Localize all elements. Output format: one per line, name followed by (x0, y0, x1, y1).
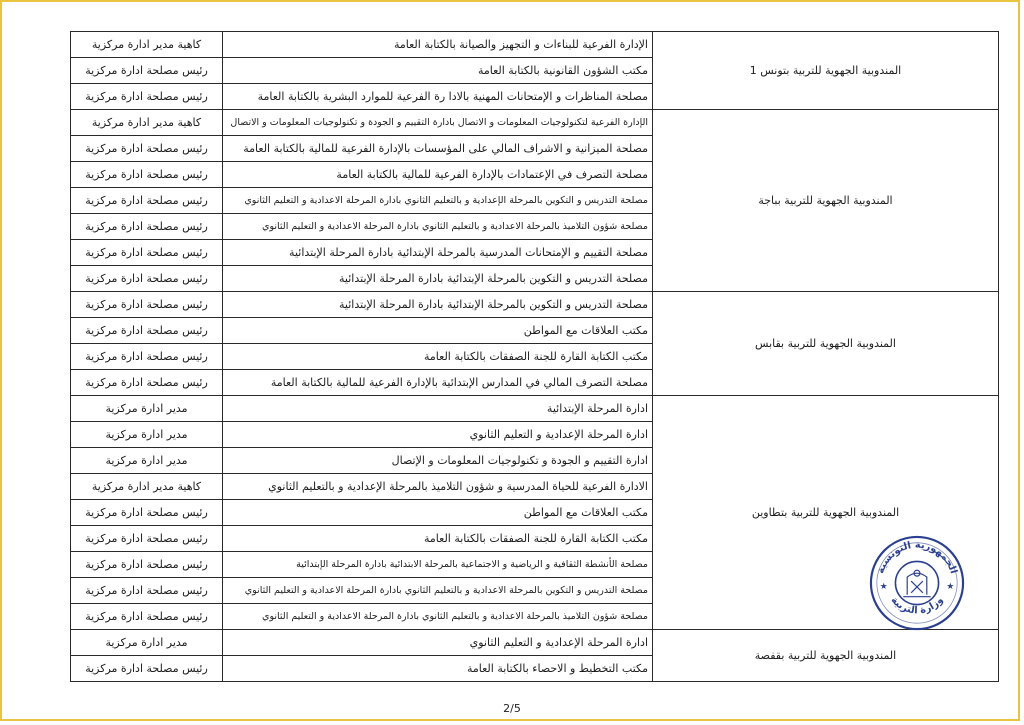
grade-cell: رئيس مصلحة ادارة مركزية (71, 58, 223, 84)
grade-cell: رئيس مصلحة ادارة مركزية (71, 344, 223, 370)
grade-cell: مدير ادارة مركزية (71, 630, 223, 656)
table-row (71, 110, 999, 136)
unit-cell: مصلحة المناظرات و الإمتحانات المهنية بالادا رة الفرعية للموارد البشرية بالكتابة العامة (223, 84, 653, 110)
grade-cell: كاهية مدير ادارة مركزية (71, 32, 223, 58)
unit-cell: مصلحة التدريس و التكوين بالمرحلة الإبتدائية بادارة المرحلة الإبتدائية (223, 292, 653, 318)
unit-cell: الإدارة الفرعية للبناءات و التجهيز والصيانة بالكتابة العامة (223, 32, 653, 58)
grade-cell: كاهية مدير ادارة مركزية (71, 474, 223, 500)
unit-cell: ادارة المرحلة الإعدادية و التعليم الثانوي (223, 422, 653, 448)
grade-cell: رئيس مصلحة ادارة مركزية (71, 552, 223, 578)
grade-cell: رئيس مصلحة ادارة مركزية (71, 240, 223, 266)
grade-cell: رئيس مصلحة ادارة مركزية (71, 266, 223, 292)
positions-table (70, 31, 999, 682)
unit-cell: مصلحة الميزانية و الاشراف المالي على المؤسسات بالإدارة الفرعية للمالية بالكتابة العامة (223, 136, 653, 162)
unit-cell: مصلحة شؤون التلاميذ بالمرحلة الاعدادية و بالتعليم الثانوي بادارة المرحلة الاعدادية و التعليم الثانوي (223, 214, 653, 240)
grade-cell: رئيس مصلحة ادارة مركزية (71, 656, 223, 682)
unit-cell: مكتب الشؤون القانونية بالكتابة العامة (223, 58, 653, 84)
grade-cell: رئيس مصلحة ادارة مركزية (71, 84, 223, 110)
grade-cell: رئيس مصلحة ادارة مركزية (71, 526, 223, 552)
grade-cell: رئيس مصلحة ادارة مركزية (71, 136, 223, 162)
grade-cell: رئيس مصلحة ادارة مركزية (71, 214, 223, 240)
unit-cell: مكتب العلاقات مع المواطن (223, 318, 653, 344)
unit-cell: ادارة المرحلة الإبتدائية (223, 396, 653, 422)
positions-table-body (71, 32, 999, 682)
unit-cell: مصلحة التصرف المالي في المدارس الإبتدائية بالإدارة الفرعية للمالية بالكتابة العامة (223, 370, 653, 396)
svg-text:★: ★ (946, 581, 955, 592)
grade-cell: كاهية مدير ادارة مركزية (71, 110, 223, 136)
grade-cell: رئيس مصلحة ادارة مركزية (71, 188, 223, 214)
region-cell: المندوبية الجهوية للتربية بتطاوين (653, 396, 999, 630)
table-row (71, 630, 999, 656)
unit-cell: ادارة المرحلة الإعدادية و التعليم الثانوي (223, 630, 653, 656)
grade-cell: رئيس مصلحة ادارة مركزية (71, 292, 223, 318)
unit-cell: مصلحة التدريس و التكوين بالمرحلة الاعدادية و بالتعليم الثانوي بادارة المرحلة الاعدادية و التعليم الثانوي (223, 578, 653, 604)
region-cell: المندوبية الجهوية للتربية بقفصة (653, 630, 999, 682)
unit-cell: ادارة التقييم و الجودة و تكنولوجيات المعلومات و الإتصال (223, 448, 653, 474)
grade-cell: مدير ادارة مركزية (71, 422, 223, 448)
unit-cell: مصلحة التصرف في الإعتمادات بالإدارة الفرعية للمالية بالكتابة العامة (223, 162, 653, 188)
region-cell: المندوبية الجهوية للتربية بتونس 1 (653, 32, 999, 110)
unit-cell: مصلحة التدريس و التكوين بالمرحلة الإبتدائية بادارة المرحلة الإبتدائية (223, 266, 653, 292)
grade-cell: رئيس مصلحة ادارة مركزية (71, 500, 223, 526)
unit-cell: مصلحة التقييم و الإمتحانات المدرسية بالمرحلة الإبتدائية بادارة المرحلة الإبتدائية (223, 240, 653, 266)
table-row (71, 396, 999, 422)
grade-cell: مدير ادارة مركزية (71, 396, 223, 422)
unit-cell: مكتب العلاقات مع المواطن (223, 500, 653, 526)
unit-cell: مصلحة شؤون التلاميذ بالمرحلة الاعدادية و بالتعليم الثانوي بادارة المرحلة الاعدادية و التعليم الثانوي (223, 604, 653, 630)
page-number: 2/5 (503, 702, 521, 715)
grade-cell: رئيس مصلحة ادارة مركزية (71, 604, 223, 630)
grade-cell: رئيس مصلحة ادارة مركزية (71, 318, 223, 344)
unit-cell: الإدارة الفرعية لتكنولوجيات المعلومات و الاتصال بادارة التقييم و الجودة و تكنولوجيات المعلومات و الاتصال (223, 110, 653, 136)
unit-cell: الادارة الفرعية للحياة المدرسية و شؤون التلاميذ بالمرحلة الإعدادية و بالتعليم الثانوي (223, 474, 653, 500)
region-cell: المندوبية الجهوية للتربية بقابس (653, 292, 999, 396)
svg-text:وزارة التربية: وزارة التربية (888, 594, 946, 617)
grade-cell: مدير ادارة مركزية (71, 448, 223, 474)
unit-cell: مكتب الكتابة القارة للجنة الصفقات بالكتابة العامة (223, 526, 653, 552)
region-cell: المندوبية الجهوية للتربية بباجة (653, 110, 999, 292)
grade-cell: رئيس مصلحة ادارة مركزية (71, 578, 223, 604)
table-row (71, 292, 999, 318)
unit-cell: مكتب الكتابة القارة للجنة الصفقات بالكتابة العامة (223, 344, 653, 370)
unit-cell: مصلحة الأنشطة الثقافية و الرياضية و الاجتماعية بالمرحلة الابتدائية بادارة المرحلة الإبتدائية (223, 552, 653, 578)
svg-text:★: ★ (879, 581, 888, 592)
unit-cell: مصلحة التدريس و التكوين بالمرحلة الإعدادية و بالتعليم الثانوي بادارة المرحلة الاعدادية و التعليم الثانوي (223, 188, 653, 214)
table-row (71, 32, 999, 58)
svg-text:الجمهورية التونسية: الجمهورية التونسية (875, 539, 959, 576)
grade-cell: رئيس مصلحة ادارة مركزية (71, 370, 223, 396)
official-seal-icon (868, 534, 966, 632)
unit-cell: مكتب التخطيط و الاحصاء بالكتابة العامة (223, 656, 653, 682)
grade-cell: رئيس مصلحة ادارة مركزية (71, 162, 223, 188)
